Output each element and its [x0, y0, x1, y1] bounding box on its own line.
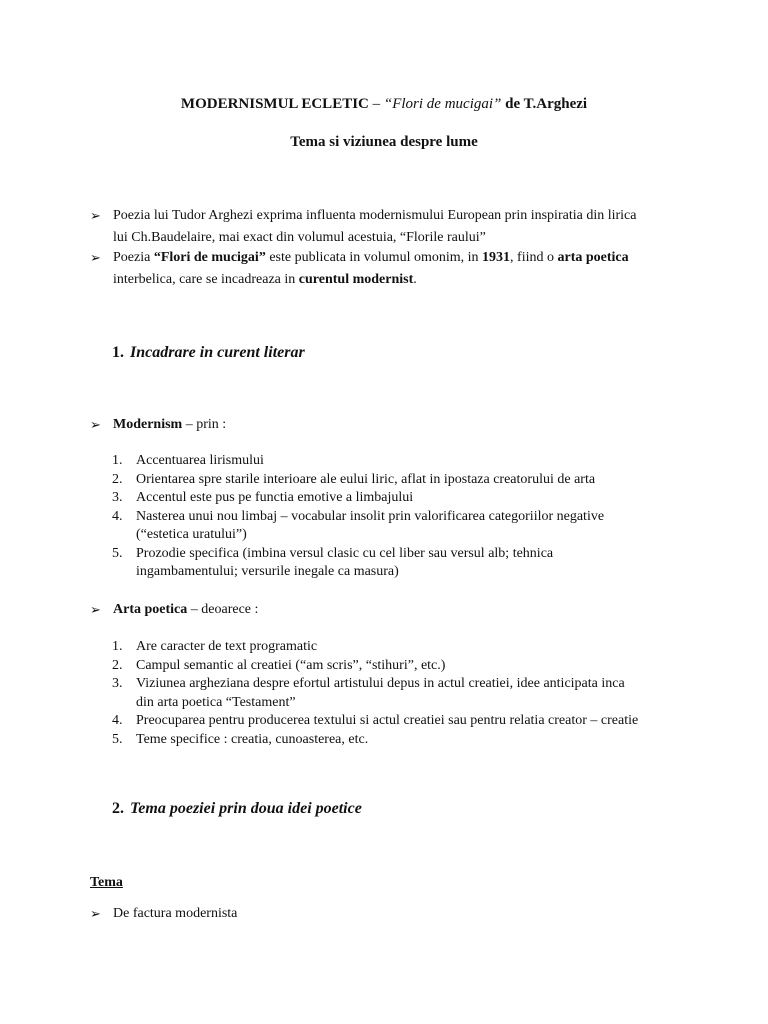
tema-item-1: De factura modernista	[113, 906, 238, 921]
section-1-title: Incadrare in curent literar	[130, 344, 305, 361]
tema-label: Tema	[90, 875, 123, 890]
arta-poetica-suffix: – deoarece :	[187, 602, 259, 617]
arrow-bullet-icon: ➢	[90, 417, 101, 432]
list-item	[112, 712, 692, 731]
modernism-bullet	[90, 414, 690, 436]
intro-2-text-c: , fiind o	[510, 250, 558, 265]
list-item	[112, 731, 692, 750]
list-item-line-1: Preocuparea pentru producerea textului si actul creatiei sau pentru relatia creator – creatie	[136, 713, 639, 728]
list-item-line-1: Nasterea unui nou limbaj – vocabular insolit prin valorificarea categoriilor negative	[136, 508, 605, 524]
title-bold-start: MODERNISMUL ECLETIC	[180, 96, 369, 112]
list-item-line-2: ingambamentului; versurile inegale ca masura)	[136, 564, 399, 579]
list-item-line-1: Accentuarea lirismului	[136, 453, 264, 468]
list-item-number: 2.	[112, 657, 123, 673]
list-item-number: 3.	[112, 676, 123, 691]
page-title	[0, 93, 768, 115]
intro-2-text-e: .	[413, 272, 417, 287]
modernism-list	[112, 452, 692, 582]
intro-1-line-2: lui Ch.Baudelaire, mai exact din volumul acestuia, “Florile raului”	[113, 230, 486, 245]
list-item-number: 4.	[112, 508, 123, 524]
intro-2-line-2	[113, 269, 689, 291]
list-item-number: 5.	[112, 731, 123, 747]
intro-1-line-1: Poezia lui Tudor Arghezi exprima influenta modernismului European prin inspiratia din lirica	[113, 208, 637, 223]
arrow-bullet-icon: ➢	[90, 250, 101, 265]
arta-poetica-bullet	[90, 599, 690, 621]
modernism-suffix: – prin :	[182, 417, 227, 432]
title-bold-end: de T.Arghezi	[501, 96, 588, 112]
modernism-label: Modernism	[113, 417, 183, 432]
list-item-line-1: Are caracter de text programatic	[136, 639, 318, 654]
intro-2-bold-arta: arta poetica	[557, 250, 629, 265]
arta-poetica-list	[112, 638, 692, 749]
arrow-bullet-icon: ➢	[90, 208, 101, 223]
list-item	[112, 657, 692, 676]
list-item	[112, 452, 692, 471]
arta-poetica-label: Arta poetica	[113, 602, 188, 617]
intro-2-text-b: este publicata in volumul omonim, in	[265, 250, 483, 265]
section-2-number: 2.	[112, 800, 124, 817]
list-item-line-2: (“estetica uratului”)	[136, 527, 247, 542]
list-item-line-1: Campul semantic al creatiei (“am scris”, “stihuri”, etc.)	[136, 657, 446, 673]
title-italic: “Flori de mucigai”	[383, 96, 502, 112]
list-item-number: 3.	[112, 490, 123, 505]
list-item	[112, 638, 692, 657]
arrow-bullet-icon: ➢	[90, 602, 101, 617]
intro-2-text-a: Poezia	[113, 250, 154, 265]
intro-2-text-d: interbelica, care se incadreaza in	[113, 272, 299, 287]
list-item-line-1: Orientarea spre starile interioare ale eului liric, aflat in ipostaza creatorului de arta	[136, 471, 596, 487]
list-item-number: 1.	[112, 639, 123, 654]
title-dash: –	[368, 96, 384, 112]
intro-2-bold-curent: curentul modernist	[298, 272, 414, 287]
list-item-line-1: Viziunea argheziana despre efortul artistului depus in actul creatiei, idee anticipata inca	[136, 676, 625, 691]
list-item-number: 1.	[112, 453, 123, 468]
list-item	[112, 508, 692, 545]
list-item-line-1: Teme specifice : creatia, cunoasterea, etc.	[136, 731, 369, 747]
tema-bullet	[90, 903, 690, 925]
intro-2-line-1	[113, 247, 689, 269]
intro-2-bold-year: 1931	[482, 250, 511, 265]
intro-2-bold-title: “Flori de mucigai”	[153, 250, 266, 265]
section-2-heading	[112, 798, 362, 820]
list-item	[112, 489, 692, 508]
section-1-number: 1.	[112, 344, 124, 361]
list-item-line-2: din arta poetica “Testament”	[136, 694, 296, 710]
page-subtitle: Tema si viziunea despre lume	[290, 134, 478, 150]
arrow-bullet-icon: ➢	[90, 906, 101, 921]
list-item-line-1: Accentul este pus pe functia emotive a limbajului	[136, 490, 414, 505]
list-item-number: 2.	[112, 471, 123, 487]
list-item	[112, 675, 692, 712]
intro-bullet-2	[90, 247, 690, 291]
list-item	[112, 545, 692, 582]
list-item-number: 4.	[112, 713, 123, 728]
intro-bullet-1	[90, 205, 690, 249]
list-item	[112, 471, 692, 490]
section-2-title: Tema poeziei prin doua idei poetice	[130, 800, 362, 817]
section-1-heading	[112, 342, 305, 364]
list-item-number: 5.	[112, 545, 123, 561]
list-item-line-1: Prozodie specifica (imbina versul clasic cu cel liber sau versul alb; tehnica	[136, 545, 554, 561]
